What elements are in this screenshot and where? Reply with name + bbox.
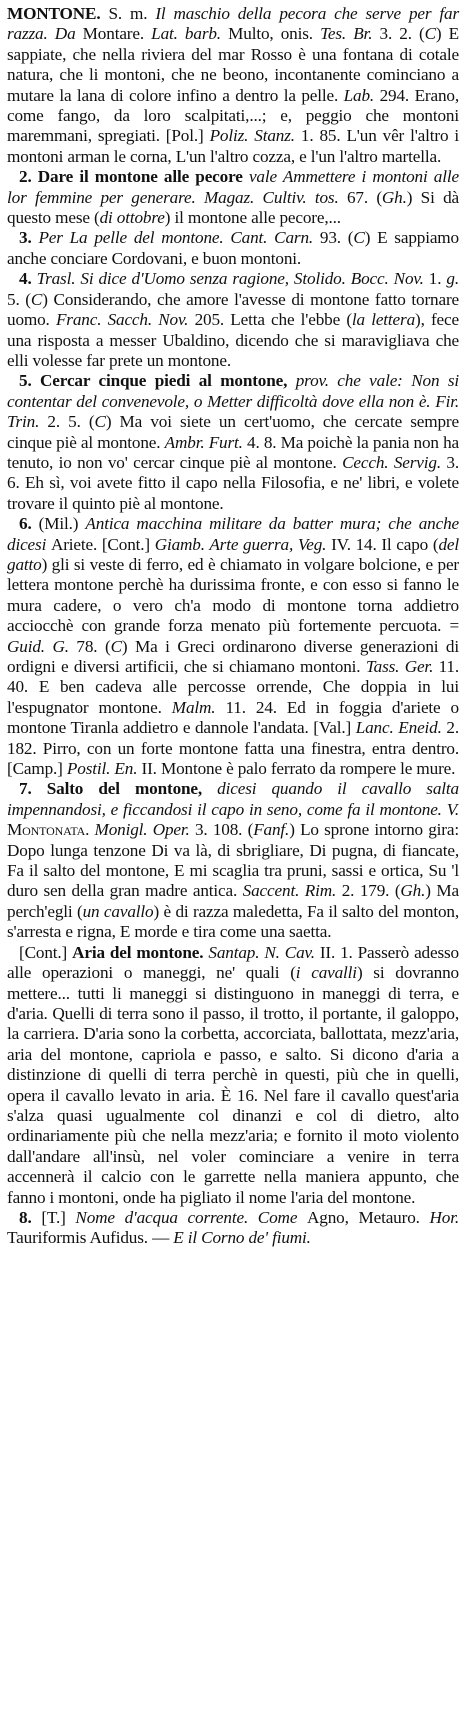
text-run: ) E sappiate, che nella riviera del mar Rosso è una fontana di cotale natura, che li montoni, che ne beono, incontanente cominciano a mutare la lana di colore infino a dentro la pelle. — [7, 24, 459, 105]
text-run: 294. Erano, come fango, da loro scalpitati,...; e, peggio che montoni maremmani, spregiati. [Pol.] — [7, 85, 460, 146]
headword: MONTONE. — [7, 4, 101, 23]
text-run: IV. 14. Il capo ( — [331, 534, 439, 554]
text-run: del gatto — [7, 534, 459, 574]
text-run: ) gli si veste di ferro, ed è chiamato in volgare bolcione, e per lettera montone perchè ha durissima fronte, e con esso si fanno le mura cadere, o vero ch'a modo di montone torna addietro acciocchè con grande forza menato più fortemente percuota. = — [7, 554, 459, 636]
text-run: Cercar cinque piedi al montone, — [40, 371, 296, 391]
text-run: Ambr. Furt. — [164, 432, 248, 452]
text-run: Antica macchina militare da batter mura; che anche dicesi — [7, 514, 459, 554]
text-run: C — [424, 24, 436, 44]
text-run: C — [30, 289, 43, 309]
senses-list — [7, 167, 459, 1249]
text-run: 2. — [19, 167, 38, 187]
text-run: vale Ammettere i montoni alle lor femmine per generare. Magaz. Cultiv. tos. — [7, 167, 459, 207]
text-run: (Mil.) — [38, 514, 86, 534]
text-run: 1. 85. L'un vêr l'altro i montoni arman le corna, L'un l'altro cozza, e l'un l'altro martella. — [7, 126, 460, 166]
text-run: ) il montone alle pecore,... — [164, 208, 341, 228]
text-run: Postil. En. — [66, 759, 142, 779]
text-run: Poliz. Stanz. — [209, 126, 301, 146]
text-run: 67. ( — [346, 187, 382, 207]
text-run: 78. ( — [76, 636, 111, 656]
text-run: Tauriformis Aufidus. — — [7, 1228, 174, 1248]
text-run: Giamb. Arte guerra, Veg. — [154, 534, 332, 554]
sense-paragraph — [7, 514, 459, 779]
text-run: C — [94, 412, 106, 432]
text-run: Salto del montone, — [46, 779, 218, 799]
text-run: 205. Letta che l'ebbe ( — [194, 310, 352, 330]
text-run: i cavalli — [295, 963, 357, 983]
text-run: 4. — [19, 269, 37, 289]
text-run: E il Corno de' fiumi. — [173, 1228, 311, 1248]
text-run: Montare. — [82, 24, 152, 44]
text-run: Agno, Metauro. — [307, 1207, 430, 1227]
text-run: 93. ( — [319, 228, 354, 248]
text-run: ) E sappiamo anche conciare Cordovani, e buon montoni. — [7, 228, 459, 268]
text-run: 2. 5. ( — [47, 412, 95, 432]
text-run: Aria del montone. — [72, 942, 209, 962]
sense-paragraph — [7, 1208, 459, 1249]
text-run: Fanf. — [253, 820, 290, 840]
text-run: Lanc. Eneid. — [355, 718, 447, 738]
text-run: Tes. Br. — [320, 24, 380, 44]
text-run: un cavallo — [82, 901, 154, 921]
text-run: di ottobre — [99, 208, 165, 228]
text-run: ) Ma perch'egli ( — [7, 881, 460, 921]
text-run: . — [85, 820, 95, 840]
text-run: g. — [446, 269, 459, 289]
text-run: Lab. — [343, 85, 380, 105]
sense-paragraph — [7, 371, 459, 514]
text-run: Dare il montone alle pecore — [37, 167, 249, 187]
text-run: [Cont.] — [19, 942, 73, 962]
sense-paragraph — [7, 167, 459, 228]
text-run: 8. — [19, 1207, 42, 1227]
text-run: Gh. — [381, 187, 407, 207]
text-run: Lat. barb. — [151, 24, 229, 44]
text-run: ) è di razza maledetta, Fa il salto del monton, s'arresta e rigna, E morde e tira come una saetta. — [7, 901, 459, 942]
text-run: Hor. — [429, 1207, 460, 1227]
text-run: ) Ma voi siete un cert'uomo, che cercate sempre cinque piè al montone. — [7, 412, 459, 452]
text-run: 3. 2. ( — [379, 24, 425, 44]
entry-definition — [7, 4, 459, 166]
text-run: C — [110, 636, 122, 656]
text-run: II. 1. Passerò adesso alle operazioni o maneggi, ne' quali ( — [7, 942, 459, 983]
sense-paragraph — [7, 269, 459, 371]
text-run: 2. 179. ( — [341, 881, 401, 901]
text-run: [T.] — [41, 1207, 76, 1227]
text-run: 5. — [19, 371, 41, 391]
text-run: 4. 8. Ma poichè la pania non ha tenuto, io non vo' cercar cinque piè al montone. — [7, 432, 460, 472]
text-run: Santap. N. Cav. — [208, 942, 320, 962]
text-run: Gh. — [400, 881, 426, 901]
text-run: Malm. — [171, 697, 226, 717]
text-run: Saccent. Rim. — [242, 881, 342, 901]
sense-paragraph — [7, 779, 459, 942]
text-run: Il maschio della pecora che serve per far razza. Da — [7, 4, 460, 44]
text-run: ) Lo sprone intorno gira: Dopo lunga tenzone Di va là, di sbrigliare, Di pugna, di fiancate, Fa il salto del montone, E mi scaglia tra pruni, sassi e ortica, Su 'l duro sen della gran madre antica. — [7, 820, 459, 901]
text-run: ) si dovranno mettere... tutti li maneggi si distinguono in maneggi di terra, e d'aria. Quelli di terra sono il passo, il trotto, il portante, il galoppo, la carriera. D'aria sono la corbetta, accorciata, ballottata, mezz'aria, aria del montone, capriola e passo, e salto. Si dicono d'aria a distinzione di quelli di terra perchè in questi, più che in quelli, opera il cavallo levato in aria. È 16. Nel fare il cavallo quest'aria s'alza quasi ugualmente col dinanzi e col di dietro, alto ordinariamente più che nella mezz'aria; e fornito il moto violento dall'andare all'insù, nel voler cominciare a venire in terra accennerà il calcio con le garrette nella maniera appunto, che fanno i montoni, onde ha pigliato il nome l'aria del montone. — [7, 963, 459, 1207]
text-run: ) Considerando, che amore l'avesse di montone fatto tornare uomo. — [7, 289, 459, 330]
text-run: 6. — [19, 514, 39, 534]
text-run: prov. che vale: Non si contentar del convenevole, o Metter difficoltà dove ella non è. Fir. Trin. — [7, 371, 459, 432]
text-run: II. Montone è palo ferrato da rompere le mure. — [141, 759, 456, 779]
text-run: Guid. G. — [7, 636, 77, 656]
text-run: S. m. — [108, 4, 156, 23]
text-run: ), fece una risposta a messer Ubaldino, dicendo che si maravigliava che elli volesse far prete un montone. — [7, 310, 459, 370]
text-run: 3. — [19, 228, 39, 248]
text-run: 5. ( — [7, 289, 31, 309]
text-run: 3. 108. ( — [194, 820, 254, 840]
entry-montone — [7, 4, 459, 167]
text-run: Tass. Ger. — [365, 657, 439, 676]
text-run: Monigl. Oper. — [94, 820, 195, 840]
text-run: ) Si dà questo mese ( — [7, 187, 459, 228]
text-run: 1. — [428, 269, 447, 289]
sense-paragraph — [7, 943, 459, 1208]
text-run: 11. 40. E ben cadeva alle percosse orrende, Che doppia in lui l'espugnator montone. — [7, 657, 459, 717]
text-run: Trasl. Si dice d'Uomo senza ragione, Stolido. Bocc. Nov. — [36, 269, 429, 289]
text-run: 3. 6. Eh sì, voi avete fitto il capo nella Filosofia, e ne' libri, e volete trovare il quinto piè al montone. — [7, 452, 460, 513]
text-run: Per La pelle del montone. Cant. Carn. — [38, 228, 320, 248]
text-run: la lettera — [351, 310, 416, 330]
text-run: 11. 24. Ed in foggia d'ariete o montone Tiranla addietro e dannole l'andata. [Val.] — [7, 697, 459, 738]
text-run: Montonata — [7, 820, 86, 840]
text-run: C — [353, 228, 365, 248]
text-run: Franc. Sacch. Nov. — [55, 310, 195, 330]
text-run: ) Ma i Greci ordinarono diverse generazioni di ordigni e diversi artificii, che si chiamano montoni. — [7, 636, 459, 676]
sense-paragraph — [7, 228, 459, 269]
text-run: Multo, onis. — [228, 24, 321, 44]
text-run: 2. 182. Pirro, con un forte montone fatta una finestra, entra dentro. [Camp.] — [7, 718, 460, 779]
text-run: Cecch. Servig. — [342, 452, 447, 472]
text-run: dicesi quando il cavallo salta impennandosi, e ficcandosi il capo in seno, come fa il montone. V. — [7, 779, 459, 819]
text-run: Nome d'acqua corrente. Come — [75, 1207, 308, 1227]
text-run: Ariete. [Cont.] — [50, 534, 155, 554]
text-run: 7. — [19, 779, 47, 799]
